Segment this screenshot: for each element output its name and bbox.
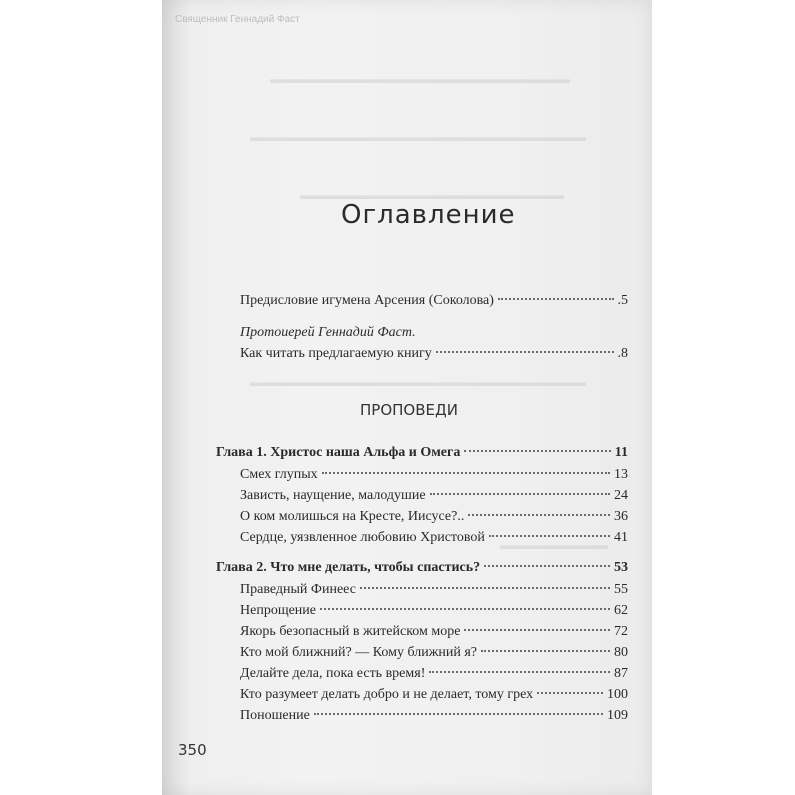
- bleed-through-text: ▬▬▬▬▬▬▬▬▬: [500, 538, 608, 552]
- toc-entry-page: 41: [614, 530, 628, 545]
- toc-entry[interactable]: [240, 486, 628, 506]
- toc-entry-page: 80: [614, 645, 628, 660]
- toc-entry-title: Непрощение: [240, 603, 317, 618]
- toc-entry[interactable]: [240, 664, 628, 684]
- toc-entry-title: Праведный Финеес: [240, 582, 356, 597]
- toc-leader-dots: [468, 514, 610, 516]
- toc-entry[interactable]: [240, 706, 628, 726]
- toc-entry-page: 72: [614, 624, 628, 639]
- toc-entry-page: 13: [614, 467, 628, 482]
- toc-chapter[interactable]: [216, 558, 628, 578]
- toc-entry-title: О ком молишься на Кресте, Иисусе?..: [240, 509, 465, 524]
- toc-leader-dots: [430, 493, 610, 495]
- toc-entry-title: Кто мой ближний? — Кому ближний я?: [240, 645, 477, 660]
- toc-leader-dots: [481, 650, 610, 652]
- toc-entry[interactable]: [240, 643, 628, 663]
- toc-entry-title: Предисловие игумена Арсения (Соколова): [240, 293, 494, 308]
- page-title: Оглавление: [341, 200, 516, 230]
- toc-entry[interactable]: [240, 507, 628, 527]
- bleed-through-text: ▬▬▬▬▬▬▬▬▬▬▬▬▬▬▬▬▬▬▬▬▬▬: [300, 188, 564, 202]
- toc-leader-dots: [464, 450, 610, 452]
- toc-leader-dots: [322, 472, 610, 474]
- toc-leader-dots: [314, 713, 603, 715]
- toc-chapter-page: 11: [614, 445, 628, 460]
- toc-entry-author: Протоиерей Геннадий Фаст.: [240, 325, 416, 340]
- toc-entry-title: Делайте дела, пока есть время!: [240, 666, 426, 681]
- toc-entry-title: Как читать предлагаемую книгу: [240, 346, 432, 361]
- toc-entry-title: Зависть, наущение, малодушие: [240, 488, 426, 503]
- toc-entry[interactable]: [240, 528, 628, 548]
- toc-entry-page: 24: [614, 488, 628, 503]
- toc-entry-page: .5: [617, 293, 628, 308]
- toc-entry[interactable]: [240, 465, 628, 485]
- toc-entry[interactable]: [240, 601, 628, 621]
- toc-entry-page: 36: [614, 509, 628, 524]
- toc-entry-page: 55: [614, 582, 628, 597]
- toc-leader-dots: [484, 565, 610, 567]
- toc-entry[interactable]: [240, 344, 628, 364]
- toc-entry-title: Смех глупых: [240, 467, 318, 482]
- toc-entry-title: Поношение: [240, 708, 310, 723]
- toc-leader-dots: [360, 587, 610, 589]
- toc-leader-dots: [436, 351, 614, 353]
- toc-entry-title: Сердце, уязвленное любовию Христовой: [240, 530, 485, 545]
- section-heading: ПРОПОВЕДИ: [360, 401, 458, 419]
- toc-entry-title: Якорь безопасный в житейском море: [240, 624, 461, 639]
- page-number: 350: [178, 741, 207, 759]
- bleed-through-text: ▬▬▬▬▬▬▬▬▬▬▬▬▬▬▬▬▬▬▬▬▬▬▬▬▬▬▬▬: [250, 130, 586, 144]
- toc-entry[interactable]: [240, 685, 628, 705]
- toc-entry[interactable]: [240, 580, 628, 600]
- toc-leader-dots: [489, 535, 610, 537]
- toc-leader-dots: [537, 692, 603, 694]
- toc-entry-page: .8: [617, 346, 628, 361]
- bleed-through-text: ▬▬▬▬▬▬▬▬▬▬▬▬▬▬▬▬▬▬▬▬▬▬▬▬▬: [270, 72, 570, 86]
- toc-leader-dots: [429, 671, 610, 673]
- bleed-through-text: ▬▬▬▬▬▬▬▬▬▬▬▬▬▬▬▬▬▬▬▬▬▬▬▬▬▬▬▬: [250, 375, 586, 389]
- toc-entry-page: 100: [607, 687, 628, 702]
- running-header: Священник Геннадий Фаст: [175, 14, 300, 25]
- toc-entry[interactable]: [240, 291, 628, 311]
- toc-chapter[interactable]: [216, 443, 628, 463]
- toc-entry-page: 87: [614, 666, 628, 681]
- toc-leader-dots: [498, 298, 614, 300]
- toc-entry-page: 109: [607, 708, 628, 723]
- toc-leader-dots: [320, 608, 610, 610]
- toc-leader-dots: [464, 629, 610, 631]
- toc-chapter-title: Глава 2. Что мне делать, чтобы спастись?: [216, 560, 481, 575]
- toc-chapter-page: 53: [614, 560, 628, 575]
- toc-entry-title: Кто разумеет делать добро и не делает, тому грех: [240, 687, 534, 702]
- toc-entry-page: 62: [614, 603, 628, 618]
- toc-entry[interactable]: [240, 622, 628, 642]
- toc-chapter-title: Глава 1. Христос наша Альфа и Омега: [216, 445, 461, 460]
